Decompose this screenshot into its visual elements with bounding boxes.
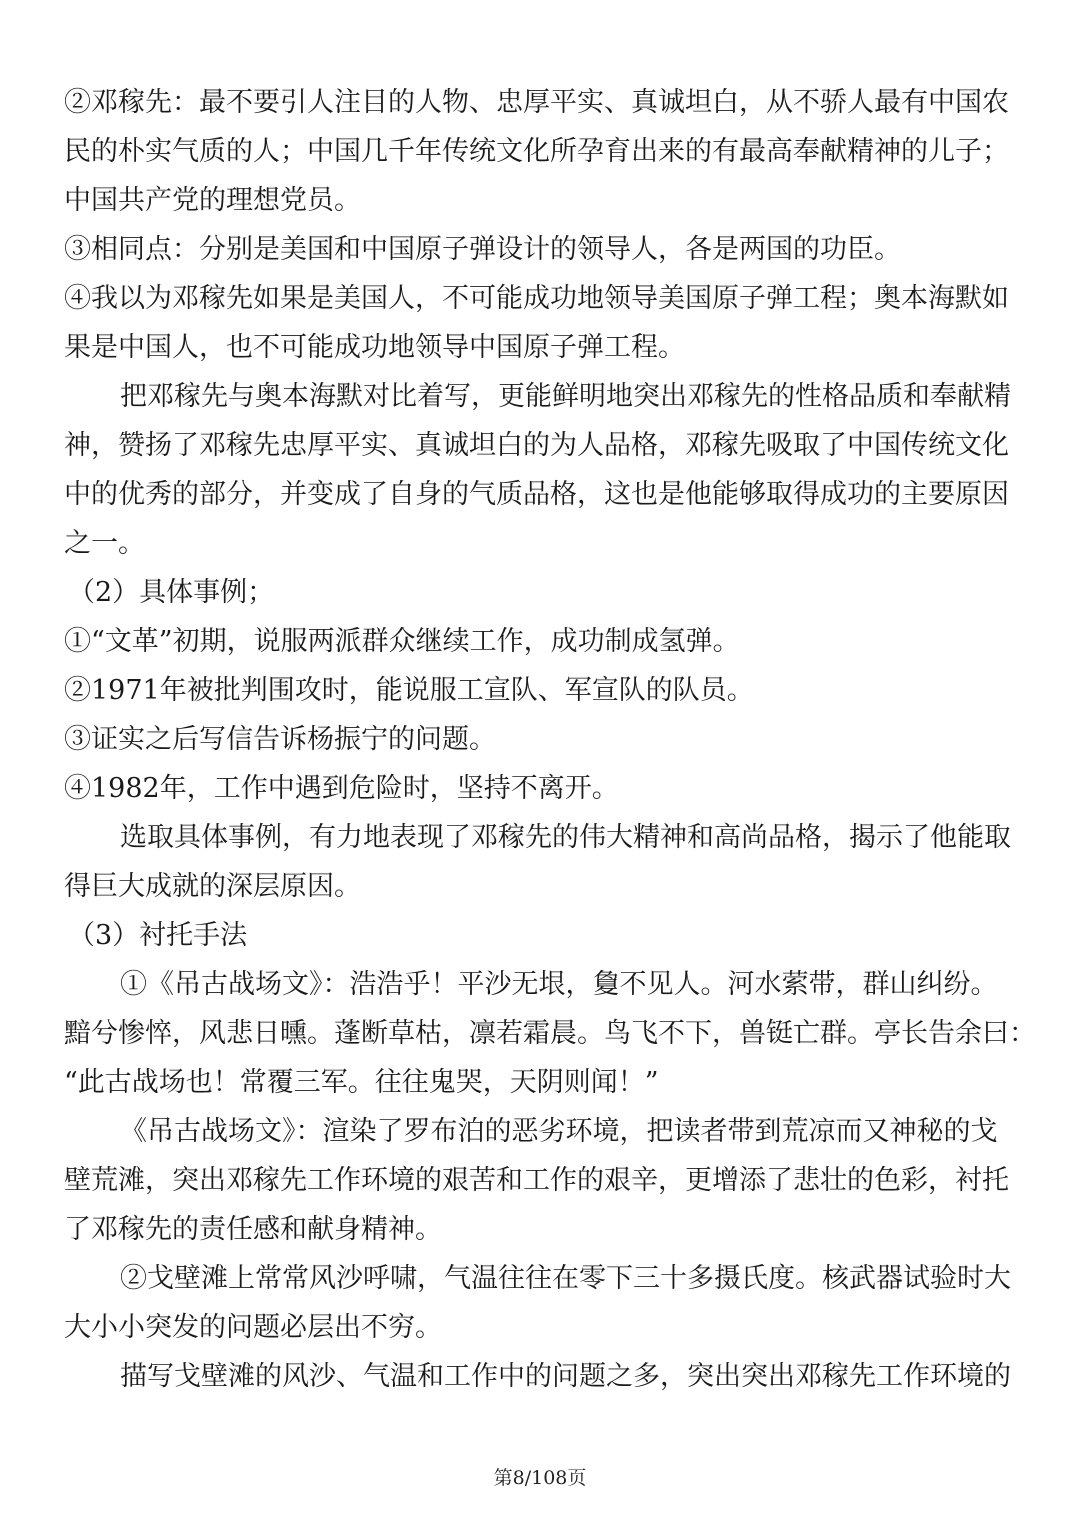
text-line: “此古战场也！常覆三军。往往鬼哭，天阴则闻！”	[64, 1067, 659, 1098]
text-line: 果是中国人，也不可能成功地领导中国原子弹工程。	[64, 332, 685, 363]
paragraph-first-line: 《吊古战场文》：渲染了罗布泊的恶劣环境，把读者带到荒凉而又神秘的戈	[120, 1116, 998, 1147]
text-line: ①“文革”初期，说服两派群众继续工作，成功制成氢弹。	[64, 626, 740, 657]
text-line: 黯兮惨悴，风悲日曛。蓬断草枯，凛若霜晨。鸟飞不下，兽铤亡群。亭长告余曰：	[64, 1018, 1036, 1049]
text-line: 大小小突发的问题必层出不穷。	[64, 1312, 442, 1343]
page-number: 第8/108页	[493, 1467, 587, 1489]
paragraph-first-line: ②戈壁滩上常常风沙呼啸，气温往往在零下三十多摄氏度。核武器试验时大	[120, 1263, 1011, 1294]
paragraph-first-line: ①《吊古战场文》：浩浩乎！平沙无垠，敻不见人。河水萦带，群山纠纷。	[120, 969, 998, 1000]
text-line: 之一。	[64, 528, 145, 559]
text-line: 得巨大成就的深层原因。	[64, 871, 361, 902]
text-line: 壁荒滩，突出邓稼先工作环境的艰苦和工作的艰辛，更增添了悲壮的色彩，衬托	[64, 1165, 1009, 1196]
text-line: 了邓稼先的责任感和献身精神。	[64, 1214, 442, 1245]
text-line: ④1982年，工作中遇到危险时，坚持不离开。	[64, 773, 619, 804]
text-line: ②1971年被批判围攻时，能说服工宣队、军宣队的队员。	[64, 675, 754, 706]
paragraph-first-line: 选取具体事例，有力地表现了邓稼先的伟大精神和高尚品格，揭示了他能取	[120, 822, 1011, 853]
text-line: ④我以为邓稼先如果是美国人，不可能成功地领导美国原子弹工程；奥本海默如	[64, 283, 1009, 314]
section-heading: （2）具体事例；	[68, 577, 275, 608]
text-line: 神，赞扬了邓稼先忠厚平实、真诚坦白的为人品格，邓稼先吸取了中国传统文化	[64, 430, 1009, 461]
text-line: ③相同点：分别是美国和中国原子弹设计的领导人，各是两国的功臣。	[64, 234, 901, 265]
section-heading: （3）衬托手法	[68, 920, 248, 951]
paragraph-first-line: 把邓稼先与奥本海默对比着写，更能鲜明地突出邓稼先的性格品质和奉献精	[120, 381, 1011, 412]
text-line: 中国共产党的理想党员。	[64, 185, 361, 216]
text-line: ②邓稼先：最不要引人注目的人物、忠厚平实、真诚坦白，从不骄人最有中国农	[64, 87, 1009, 118]
paragraph-first-line: 描写戈壁滩的风沙、气温和工作中的问题之多，突出突出邓稼先工作环境的	[120, 1361, 1011, 1392]
text-line: 中的优秀的部分，并变成了自身的气质品格，这也是他能够取得成功的主要原因	[64, 479, 1009, 510]
text-line: 民的朴实气质的人；中国几千年传统文化所孕育出来的有最高奉献精神的儿子；	[64, 136, 1009, 167]
text-line: ③证实之后写信告诉杨振宁的问题。	[64, 724, 496, 755]
document-body	[64, 78, 1036, 1401]
